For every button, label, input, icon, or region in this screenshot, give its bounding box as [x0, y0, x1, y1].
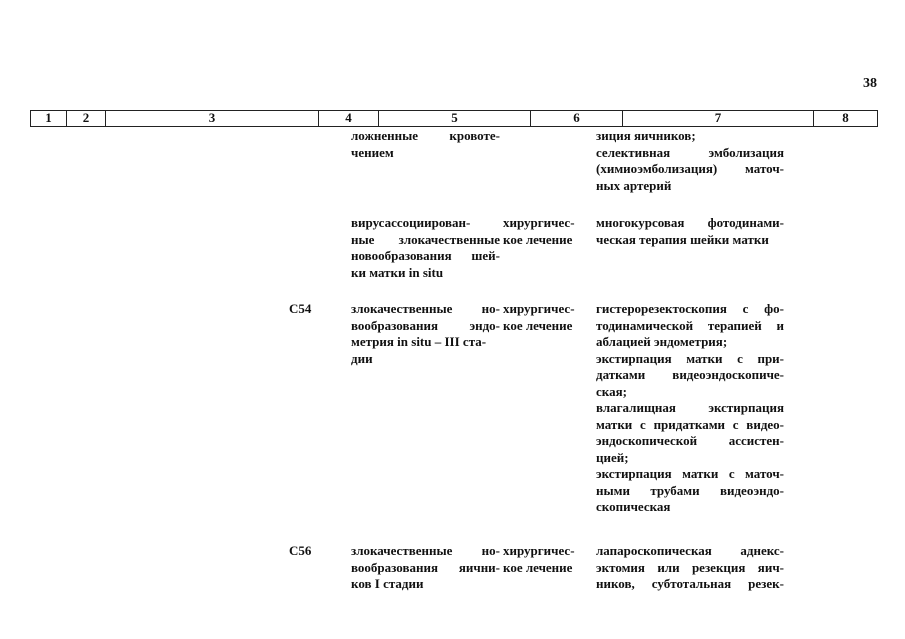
method-line: матки с придатками с видео-: [596, 416, 784, 432]
method-line: аблацией эндометрия;: [596, 334, 728, 349]
treatment-type-cell: [503, 543, 589, 576]
column-number-2: 2: [67, 111, 106, 126]
method-line: ных артерий: [596, 177, 672, 193]
diagnosis-line: вообразования яични-: [351, 559, 500, 575]
diagnosis-line: злокачественные но-: [351, 543, 500, 558]
column-number-1: 1: [31, 111, 67, 126]
method-line: ческая терапия шейки матки: [596, 231, 769, 247]
method-line: цией;: [596, 449, 629, 465]
method-line: ными трубами видеоэндо-: [596, 482, 784, 498]
method-line: тодинамической терапией и: [596, 317, 784, 333]
icd-code-cell: C56: [289, 543, 312, 558]
diagnosis-line: ные злокачественные: [351, 231, 500, 247]
method-line: (химиоэмболизация) маточ-: [596, 161, 784, 176]
treatment-type-cell: [503, 301, 589, 334]
method-line: влагалищная экстирпация: [596, 400, 784, 415]
method-line: ская;: [596, 383, 627, 399]
diagnosis-line: новообразования шей-: [351, 248, 500, 263]
diagnosis-cell: [351, 215, 500, 281]
diagnosis-line: чением: [351, 144, 394, 160]
treatment-type-line: кое лечение: [503, 317, 573, 333]
treatment-type-line: хирургичес-: [503, 301, 575, 316]
diagnosis-line: злокачественные но-: [351, 301, 500, 316]
diagnosis-line: ложненные кровоте-: [351, 128, 500, 143]
diagnosis-line: дии: [351, 350, 373, 366]
diagnosis-cell: [351, 543, 500, 593]
method-line: датками видеоэндоскопиче-: [596, 367, 784, 382]
treatment-type-line: кое лечение: [503, 231, 573, 247]
column-number-7: 7: [623, 111, 814, 126]
method-line: скопическая: [596, 499, 671, 514]
icd-code-cell: C54: [289, 301, 312, 316]
method-line: эндоскопической ассистен-: [596, 433, 784, 448]
method-line: ников, субтотальная резек-: [596, 576, 784, 591]
diagnosis-line: вирусассоциирован-: [351, 215, 471, 230]
diagnosis-line: ков I стадии: [351, 576, 424, 591]
column-number-5: 5: [379, 111, 531, 126]
method-cell: [596, 128, 784, 194]
diagnosis-cell: [351, 301, 500, 367]
column-number-8: 8: [842, 110, 849, 125]
column-number-4: 4: [319, 111, 379, 126]
method-cell: [596, 215, 784, 248]
method-cell: [596, 543, 784, 593]
method-line: эктомия или резекция яич-: [596, 559, 784, 575]
column-number-6: 6: [531, 111, 623, 126]
treatment-type-line: кое лечение: [503, 559, 573, 575]
method-line: экстирпация матки с маточ-: [596, 466, 784, 481]
treatment-type-line: хирургичес-: [503, 543, 575, 558]
method-line: селективная эмболизация: [596, 144, 784, 160]
method-line: лапароскопическая аднекс-: [596, 543, 784, 558]
column-number-3: 3: [106, 111, 319, 126]
diagnosis-line: метрия in situ – III ста-: [351, 334, 487, 349]
diagnosis-line: ки матки in situ: [351, 264, 444, 280]
method-line: гистерорезектоскопия с фо-: [596, 301, 784, 316]
table-header-row: [30, 110, 878, 127]
method-line: многокурсовая фотодинами-: [596, 215, 784, 230]
diagnosis-line: вообразования эндо-: [351, 317, 500, 333]
treatment-type-cell: [503, 215, 589, 248]
treatment-type-line: хирургичес-: [503, 215, 575, 230]
method-cell: [596, 301, 784, 516]
diagnosis-cell: [351, 128, 500, 161]
method-line: зиция яичников;: [596, 128, 696, 143]
method-line: экстирпация матки с при-: [596, 350, 784, 366]
page-number: 38: [863, 76, 877, 91]
